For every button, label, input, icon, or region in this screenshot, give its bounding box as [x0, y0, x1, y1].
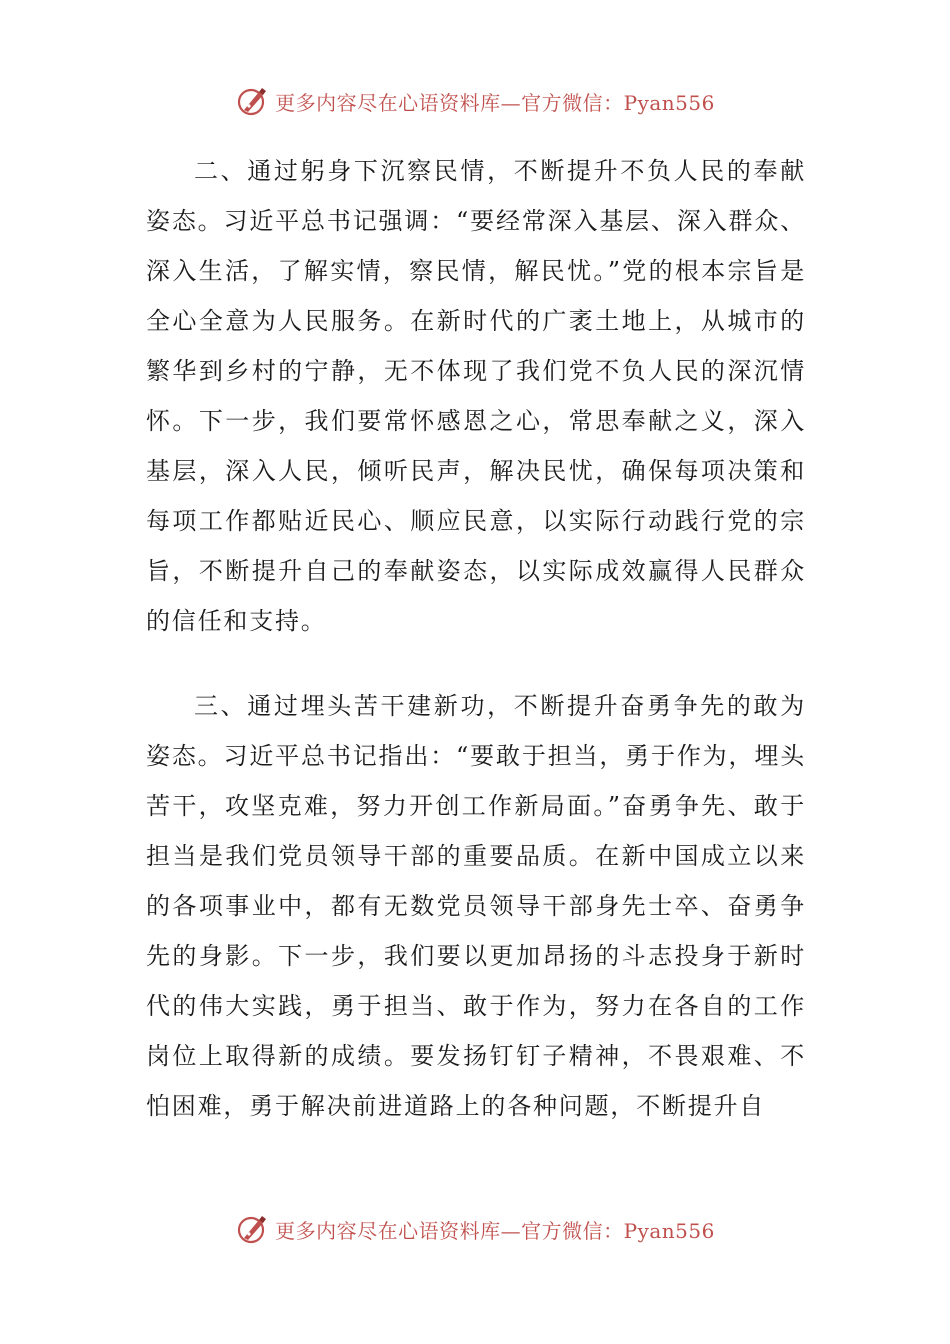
footer-banner [0, 1212, 950, 1246]
document-body [146, 146, 806, 1131]
pen-nib-logo-icon [235, 1212, 269, 1246]
paragraph-three: 三、通过埋头苦干建新功，不断提升奋勇争先的敢为姿态。习近平总书记指出：“要敢于担当，勇于作为，埋头苦干，攻坚克难，努力开创工作新局面。”奋勇争先、敢于担当是我们党员领导干部的重要品质。在新中国成立以来的各项事业中，都有无数党员领导干部身先士卒、奋勇争先的身影。下一步，我们要以更加昂扬的斗志投身于新时代的伟大实践，勇于担当、敢于作为，努力在各自的工作岗位上取得新的成绩。要发扬钉钉子精神，不畏艰难、不怕困难，勇于解决前进道路上的各种问题，不断提升自 [146, 692, 806, 1120]
paragraph-two: 二、通过躬身下沉察民情，不断提升不负人民的奉献姿态。习近平总书记强调：“要经常深入基层、深入群众、深入生活，了解实情，察民情，解民忧。”党的根本宗旨是全心全意为人民服务。在新时代的广袤土地上，从城市的繁华到乡村的宁静，无不体现了我们党不负人民的深沉情怀。下一步，我们要常怀感恩之心，常思奉献之义，深入基层，深入人民，倾听民声，解决民忧，确保每项决策和每项工作都贴近民心、顺应民意，以实际行动践行党的宗旨，不断提升自己的奉献姿态，以实际成效赢得人民群众的信任和支持。 [146, 157, 806, 635]
header-banner [0, 84, 950, 118]
pen-nib-logo-icon [235, 84, 269, 118]
footer-banner-text: 更多内容尽在心语资料库—官方微信：Pyan556 [275, 1218, 715, 1243]
header-banner-text: 更多内容尽在心语资料库—官方微信：Pyan556 [275, 90, 715, 115]
